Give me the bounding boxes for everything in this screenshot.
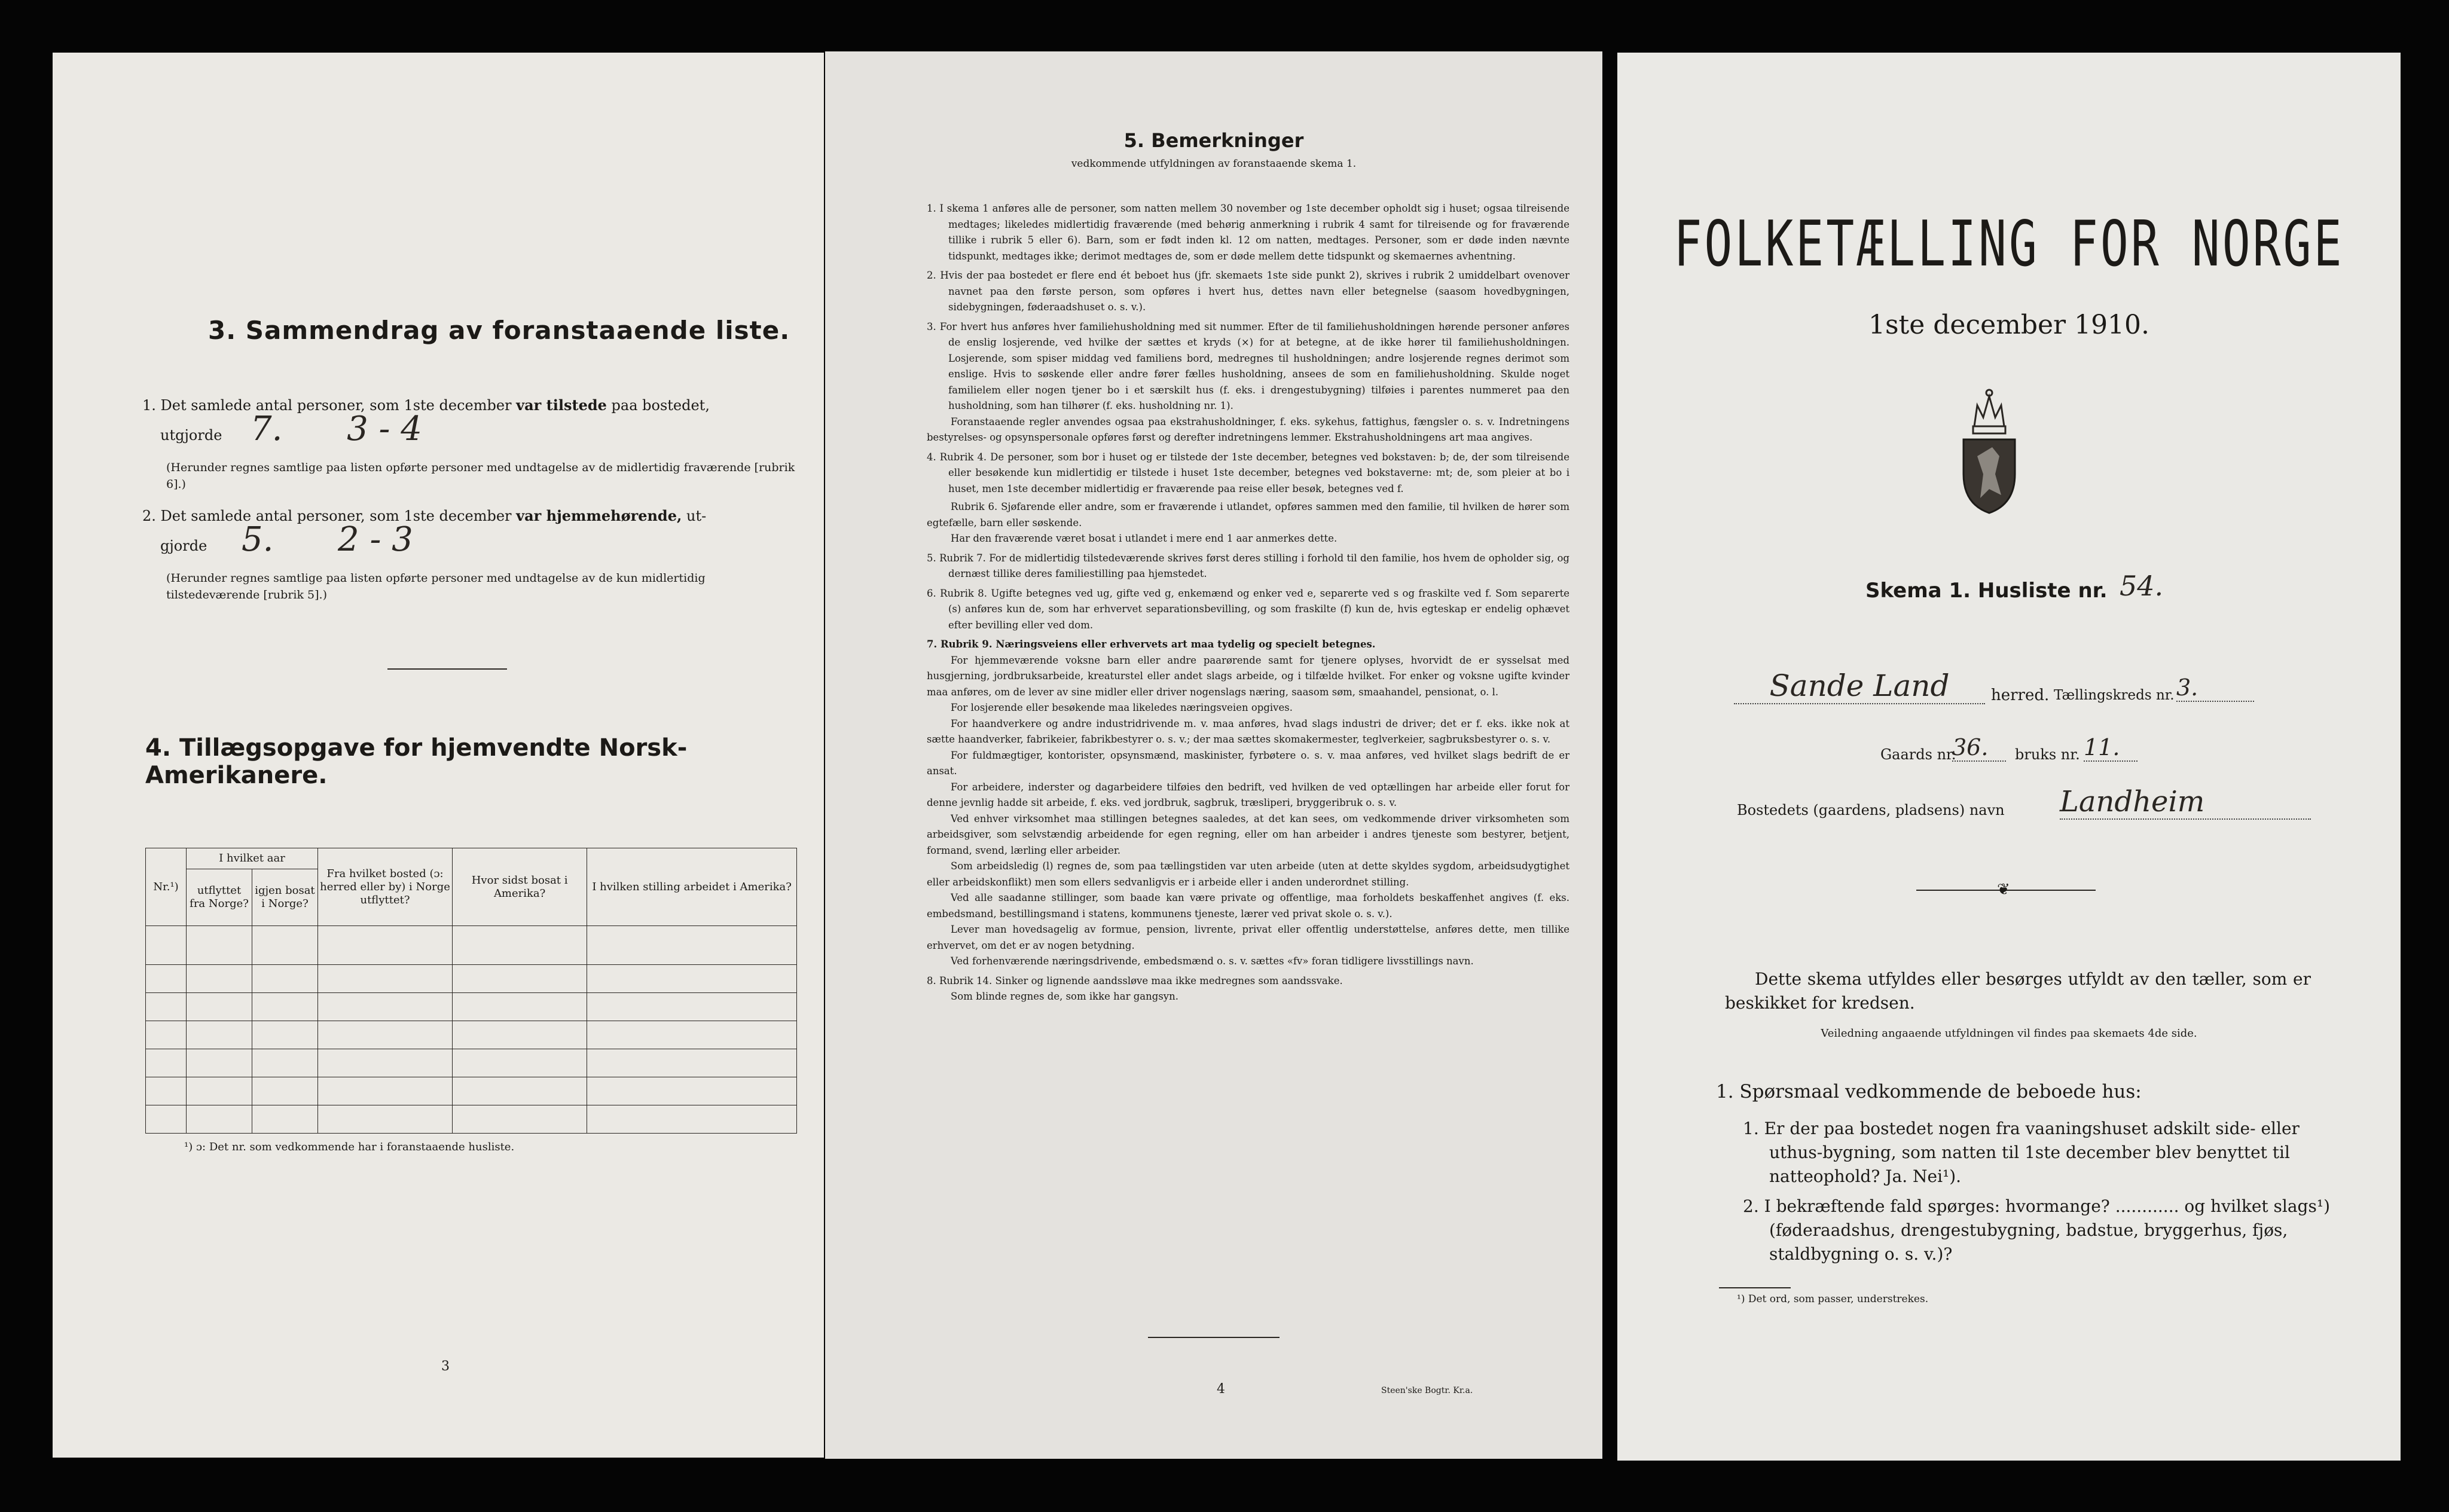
remarks-title: 5. Bemerkninger (1123, 129, 1304, 152)
remark-5: 5. Rubrik 7. For de midlertidig tilstedeværende skrives først deres stilling i forhold til den familie, hos hvem de opholder sig, og dernæst tillike deres familiestilling paa hjemstedet. (927, 552, 1569, 579)
table-row (146, 965, 797, 993)
col-job: I hvilken stilling arbeidet i Amerika? (587, 848, 797, 926)
table-row (146, 993, 797, 1021)
handwritten-bosted: Landheim (2060, 785, 2311, 820)
table-footnote: ¹) ɔ: Det nr. som vedkommende har i foranstaaende husliste. (184, 1141, 515, 1153)
col-from: Fra hvilket bosted (ɔ: herred eller by) i Norge utflyttet? (317, 848, 452, 926)
table-row (146, 1021, 797, 1049)
norsk-amerikanere-table (145, 848, 797, 1134)
page-1-cover (1617, 53, 2401, 1461)
section-3-title: 3. Sammendrag av foranstaaende liste. (208, 316, 790, 345)
handwritten-krets: 3. (2176, 674, 2254, 702)
handwritten-husliste-nr: 54. (2120, 570, 2164, 602)
herred-label: herred. (1991, 686, 2050, 704)
remark-7b: For losjerende eller besøkende maa likeledes næringsveien opgives. (951, 702, 1293, 713)
summary-item-1: 1. Det samlede antal personer, som 1ste december var tilstede paa bostedet, utgjorde 7. 3 - 4 (142, 396, 710, 448)
table-row (146, 1105, 797, 1134)
gaard-label: Gaards nr. (1880, 746, 1956, 763)
page-4 (825, 51, 1602, 1459)
remark-7h: Ved alle saadanne stillinger, som baade kan være private og offentlige, maa forholdets beskaffenhet angives (f. eks. embedsmand, bestillingsmand i statens, kommunens tjeneste, lærer ved privat skole o. s. v.). (927, 892, 1569, 920)
remark-2: 2. Hvis der paa bostedet er flere end ét beboet hus (jfr. skemaets 1ste side punkt 2), skrives i rubrik 2 umiddelbart ovenover navnet paa den første person, som opføres i hvert hus, dettes navn eller betegnelse (saasom hovedbygningen, sidebygningen, føderaadshuset o. s. v.). (927, 270, 1569, 313)
table-row (146, 926, 797, 965)
remarks-subtitle: vedkommende utfyldningen av foranstaaende skema 1. (1071, 158, 1357, 170)
remark-7c: For haandverkere og andre industridrivende m. v. maa anføres, hvad slags industri de driver; det er f. eks. ikke nok at sætte haandverker, fabrikeier, fabrikbestyrer o. s. v.; der maa sættes skomakermester, teglverkeier, sagbruksbestyrer o. s. v. (927, 717, 1569, 745)
col-back: igjen bosat i Norge? (252, 869, 318, 926)
question-2: 2. I bekræftende fald spørges: hvormange? ............ og hvilket slags¹) (føderaadshus, drengestubygning, badstue, bryggerhus, fjøs, staldbygning o. s. v.)? (1743, 1196, 2330, 1264)
handwritten-present-count: 7. (251, 410, 283, 448)
page-3 (53, 53, 824, 1458)
remark-8: 8. Rubrik 14. Sinker og lignende aandssløve maa ikke medregnes som aandssvake. (927, 975, 1343, 986)
handwritten-present-split: 3 - 4 (347, 410, 422, 448)
bruk-label: bruks nr. (2015, 746, 2080, 763)
bosted-label: Bostedets (gaardens, pladsens) navn (1737, 802, 2005, 818)
remark-7g: Som arbeidsledig (l) regnes de, som paa tællingstiden var uten arbeide (uten at dette skyldes sygdom, arbeidsudygtighet eller arbeidskonflikt) men som ellers sedvanligvis er i arbeide eller i anden underordnet stilling. (927, 860, 1569, 888)
questions-title: 1. Spørsmaal vedkommende de beboede hus: (1716, 1081, 2142, 1102)
remark-7: 7. Rubrik 9. Næringsveiens eller erhvervets art maa tydelig og specielt betegnes. (927, 639, 1376, 650)
remark-7f: Ved enhver virksomhet maa stillingen betegnes saaledes, at det kan sees, om vedkommende driver virksomheten som arbeidsgiver, som selvstændig arbeidende for egen regning, eller om han arbeider i andres tjeneste som bestyrer, betjent, formand, svend, lærling eller arbeider. (927, 812, 1569, 856)
remark-4: 4. Rubrik 4. De personer, som bor i huset og er tilstede der 1ste december, betegnes ved bokstaven: b; de, der som tilreisende eller besøkende kun midlertidig er tilstede i huset 1ste december, betegnes ved bokstaverne: mt; de, som pleier at bo i huset, men 1ste december midlertidig er fraværende paa reise eller besøk, betegnes ved f. (927, 451, 1569, 494)
divider (387, 668, 507, 670)
handwritten-resident-count: 5. (241, 520, 274, 559)
question-1-answer: Ja. Nei¹). (1885, 1166, 1962, 1186)
remarks-body (927, 201, 1569, 1005)
cover-footnote: ¹) Det ord, som passer, understrekes. (1737, 1293, 1929, 1305)
summary-item-2: 2. Det samlede antal personer, som 1ste december var hjemmehørende, ut- gjorde 5. 2 - 3 (142, 507, 707, 559)
remark-7d: For fuldmægtiger, kontorister, opsynsmænd, maskinister, fyrbøtere o. s. v. maa anføres, ved hvilket slags bedrift de er ansat. (927, 749, 1569, 777)
question-1: 1. Er der paa bostedet nogen fra vaaningshuset adskilt side- eller uthus-bygning, som natten til 1ste december blev benyttet til natteophold? Ja. Nei¹). (1743, 1119, 2300, 1186)
summary-note-1: (Herunder regnes samtlige paa listen opførte personer med undtagelse av de midlertidig fraværende [rubrik 6].) (166, 461, 795, 491)
ornament-icon: ❦ (1997, 881, 2010, 899)
col-left: utflyttet fra Norge? (187, 869, 252, 926)
summary-note-2: (Herunder regnes samtlige paa listen opførte personer med undtagelse av de kun midlertidig tilstedeværende [rubrik 5].) (166, 572, 706, 601)
instructions-small: Veiledning angaaende utfyldningen vil findes paa skemaets 4de side. (1821, 1027, 2197, 1040)
printer-mark: Steen'ske Bogtr. Kr.a. (1381, 1386, 1473, 1395)
col-year: I hvilket aar (187, 848, 318, 869)
remark-7i: Lever man hovedsagelig av formue, pension, livrente, privat eller offentlig understøttelse, anføres dette, men tillike erhvervet, om det er av nogen betydning. (927, 924, 1569, 951)
remark-3b: Foranstaaende regler anvendes ogsaa paa ekstrahusholdninger, f. eks. sykehus, fattighus, fængsler o. s. v. Indretningens bestyrelses- og opsynspersonale opføres først og derefter indretningens lemmer. Ekstrahusholdningens art maa angives. (927, 416, 1569, 443)
col-nr: Nr.¹) (146, 848, 187, 926)
remark-7j: Ved forhenværende næringsdrivende, embedsmænd o. s. v. sættes «fv» foran tidligere livsstillings navn. (951, 955, 1474, 967)
remark-4b: Rubrik 6. Sjøfarende eller andre, som er fraværende i utlandet, opføres sammen med den familie, til hvilken de hører som egtefælle, barn eller søskende. (927, 501, 1569, 529)
instructions: Dette skema utfyldes eller besørges utfyldt av den tæller, som er beskikket for kredsen. (1725, 969, 2311, 1013)
col-where: Hvor sidst bosat i Amerika? (453, 848, 587, 926)
page-number: 3 (441, 1359, 450, 1374)
table-row (146, 1077, 797, 1105)
krets-label: Tællingskreds nr. (2054, 688, 2175, 703)
handwritten-bruk: 11. (2084, 734, 2137, 762)
table-row (146, 1049, 797, 1077)
schema-label: Skema 1. Husliste nr. (1865, 579, 2108, 603)
norwegian-coat-of-arms-icon (1956, 384, 2022, 516)
remark-1: 1. I skema 1 anføres alle de personer, som natten mellem 30 november og 1ste december opholdt sig i huset; ogsaa tilreisende medtages; likeledes midlertidig fraværende (med behørig anmerkning i rubrik 4 samt for tilreisende og for fraværende tillike i rubrik 5 eller 6). Barn, som er født inden kl. 12 om natten, medtages. Personer, som er døde inden nævnte tidspunkt, medtages ikke; derimot medtages de, som er døde mellem dette tidspunkt og skemaernes avhentning. (927, 203, 1569, 262)
divider (1148, 1337, 1280, 1338)
handwritten-herred: Sande Land (1734, 668, 1985, 704)
remark-4c: Har den fraværende været bosat i utlandet i mere end 1 aar anmerkes dette. (951, 533, 1338, 544)
page-number: 4 (1217, 1382, 1225, 1397)
remark-7e: For arbeidere, inderster og dagarbeidere tilføies den bedrift, ved hvilken de ved optællingen har arbeide eller forut for denne jevnlig hadde sit arbeide, f. eks. ved jordbruk, sagbruk, træsliperi, bryggeribruk o. s. v. (927, 781, 1569, 808)
form-title: FOLKETÆLLING FOR NORGE (1674, 208, 2344, 281)
remark-3: 3. For hvert hus anføres hver familiehusholdning med sit nummer. Efter de til familiehusholdningen hørende personer anføres de enslig losjerende, ved hvilke der sættes et kryds (×) for at betegne, at de ikke hører til familiehusholdningen. Losjerende, som spiser middag ved familiens bord, medregnes til husholdningen; andre losjerende regnes derimot som enslige. Hvis to søskende eller andre fører fælles husholdning, ansees de som en familiehusholdning. Skulde noget familielem eller nogen tjener bo i et særskilt hus (f. eks. i drengestubygning) tilføies i parentes nummeret paa den husholdning, som han tilhører (f. eks. husholdning nr. 1). (927, 320, 1569, 411)
handwritten-resident-split: 2 - 3 (338, 520, 413, 559)
form-date: 1ste december 1910. (1868, 310, 2150, 340)
footnote-divider (1719, 1287, 1791, 1288)
remark-8b: Som blinde regnes de, som ikke har gangsyn. (951, 991, 1178, 1002)
remark-7a: For hjemmeværende voksne barn eller andre paarørende samt for tjenere oplyses, hvorvidt de er sysselsat med husgjerning, jordbruksarbeide, kreaturstel eller andet slags arbeide, og i tilfælde hvilket. For enker og voksne ugifte kvinder maa anføres, om de lever av sine midler eller driver nogenslags næring, saasom søm, smaahandel, pensionat, o. l. (927, 654, 1569, 698)
handwritten-gaard: 36. (1952, 734, 2006, 762)
remark-6: 6. Rubrik 8. Ugifte betegnes ved ug, gifte ved g, enkemænd og enker ved e, separerte ved s og fraskilte ved f. Som separerte (s) anføres kun de, som har erhvervet separationsbevilling, og som fraskilte (f) kun de, hvis egteskap er endelig ophævet efter bevilling eller ved dom. (927, 587, 1569, 631)
section-4-title: 4. Tillægsopgave for hjemvendte Norsk-Amerikanere. (145, 734, 688, 789)
